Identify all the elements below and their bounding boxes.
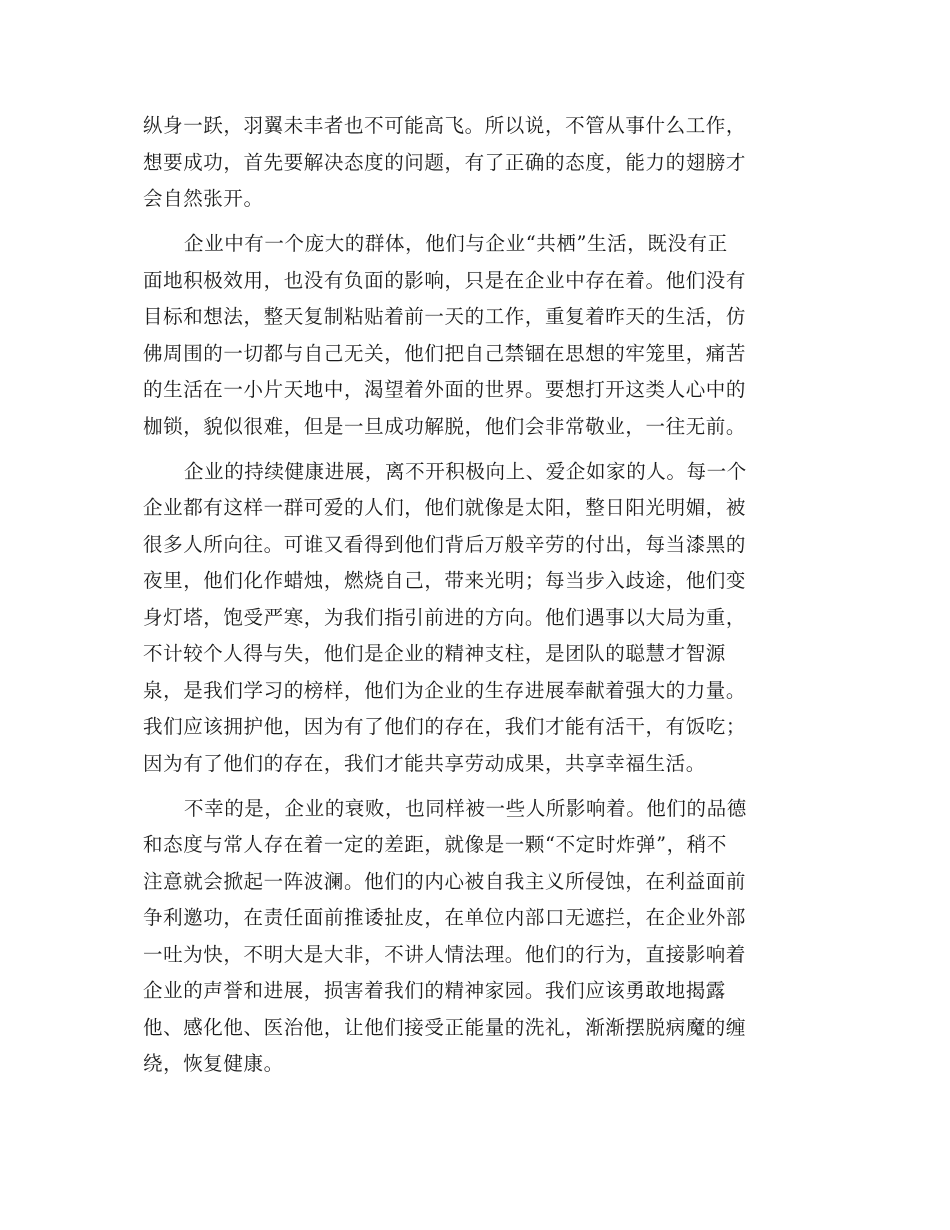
paragraph-2 [143, 226, 807, 445]
text-line: 目标和想法，整天复制粘贴着前一天的工作，重复着昨天的生活，仿 [143, 305, 747, 328]
paragraph-1 [143, 108, 807, 218]
text-line: 注意就会掀起一阵波澜。他们的内心被自我主义所侵蚀，在利益面前 [143, 869, 747, 893]
text-line: 一吐为快，不明大是大非，不讲人情法理。他们的行为，直接影响着 [143, 942, 747, 966]
text-line: 佛周围的一切都与自己无关，他们把自己禁锢在思想的牢笼里，痛苦 [143, 341, 747, 365]
text-line: 很多人所向往。可谁又看得到他们背后万般辛劳的付出，每当漆黑的 [143, 532, 747, 556]
document-body [143, 108, 807, 1091]
text-line: 的生活在一小片天地中，渴望着外面的世界。要想打开这类人心中的 [143, 378, 747, 401]
text-line: 枷锁，貌似很难，但是一旦成功解脱，他们会非常敬业，一往无前。 [143, 414, 747, 438]
text-line: 企业中有一个庞大的群体，他们与企业“共栖”生活，既没有正 [184, 232, 728, 255]
text-line: 因为有了他们的存在，我们才能共享劳动成果，共享幸福生活。 [143, 751, 706, 775]
paragraph-4 [143, 791, 807, 1083]
text-line: 会自然张开。 [143, 187, 264, 210]
text-line: 身灯塔，饱受严寒，为我们指引前进的方向。他们遇事以大局为重， [143, 605, 747, 629]
paragraph-3 [143, 454, 807, 783]
text-line: 企业的声誉和进展，损害着我们的精神家园。我们应该勇敢地揭露 [143, 979, 726, 1002]
text-line: 想要成功，首先要解决态度的问题，有了正确的态度，能力的翅膀才 [143, 150, 747, 174]
text-line: 我们应该拥护他，因为有了他们的存在，我们才能有活干，有饭吃； [143, 715, 747, 738]
text-line: 企业都有这样一群可爱的人们，他们就像是太阳，整日阳光明媚，被 [143, 496, 747, 519]
text-line: 不计较个人得与失，他们是企业的精神支柱，是团队的聪慧才智源 [143, 642, 726, 665]
text-line: 不幸的是，企业的衰败，也同样被一些人所影响着。他们的品德 [184, 796, 747, 820]
text-line: 纵身一跃，羽翼未丰者也不可能高飞。所以说，不管从事什么工作， [143, 114, 747, 137]
text-line: 和态度与常人存在着一定的差距，就像是一颗“不定时炸弹”，稍不 [143, 833, 727, 856]
text-line: 面地积极效用，也没有负面的影响，只是在企业中存在着。他们没有 [143, 268, 747, 292]
text-line: 企业的持续健康进展，离不开积极向上、爱企如家的人。每一个 [184, 459, 747, 483]
text-line: 他、感化他、医治他，让他们接受正能量的洗礼，渐渐摆脱病魔的缠 [143, 1015, 747, 1039]
text-line: 争利邀功，在责任面前推诿扯皮，在单位内部口无遮拦，在企业外部 [143, 906, 747, 929]
text-line: 泉，是我们学习的榜样，他们为企业的生存进展奉献着强大的力量。 [143, 678, 747, 702]
text-line: 夜里，他们化作蜡烛，燃烧自己，带来光明；每当步入歧途，他们变 [143, 569, 747, 592]
text-line: 绕，恢复健康。 [143, 1052, 284, 1075]
